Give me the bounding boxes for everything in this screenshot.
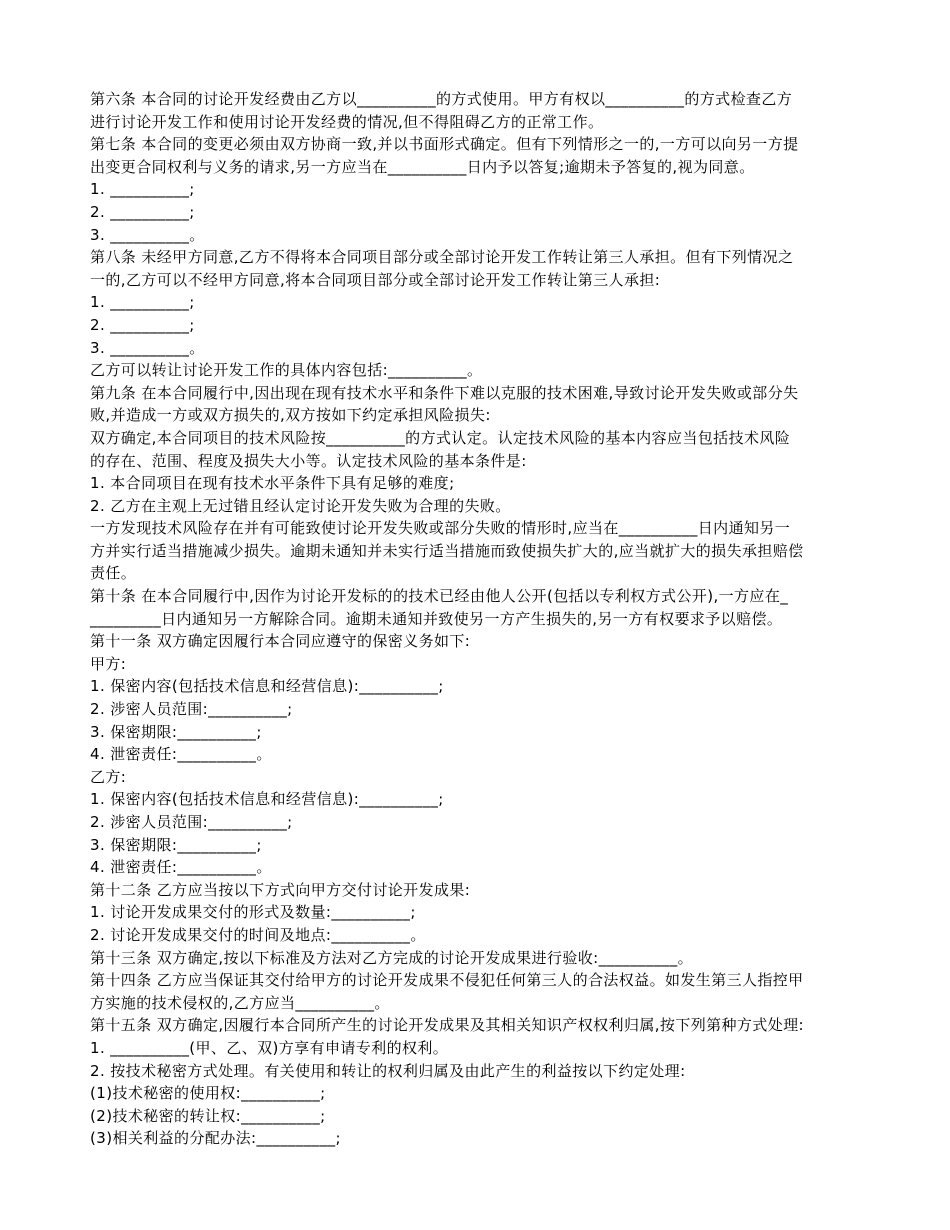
text-line: 第十三条 双方确定,按以下标准及方法对乙方完成的讨论开发成果进行验收:__________。 xyxy=(90,948,693,967)
text-line: 1. __________; xyxy=(90,293,195,312)
text-line: 3. 保密期限:__________; xyxy=(90,722,262,741)
text-line: 进行讨论开发工作和使用讨论开发经费的情况,但不得阻碍乙方的正常工作。 xyxy=(90,112,604,131)
text-line: 4. 泄密责任:__________。 xyxy=(90,745,272,764)
text-line: 2. 讨论开发成果交付的时间及地点:__________。 xyxy=(90,925,426,944)
text-line: 出变更合同权利与义务的请求,另一方应当在__________日内予以答复;逾期未予答复的,视为同意。 xyxy=(90,157,755,176)
text-line: (2)技术秘密的转让权:__________; xyxy=(90,1106,326,1125)
text-line: 一方发现技术风险存在并有可能致使讨论开发失败或部分失败的情形时,应当在__________日内通知另一 xyxy=(90,519,791,538)
text-line: 第十四条 乙方应当保证其交付给甲方的讨论开发成果不侵犯任何第三人的合法权益。如发生第三人指控甲 xyxy=(90,971,804,990)
text-line: 2. 乙方在主观上无过错且经认定讨论开发失败为合理的失败。 xyxy=(90,496,511,515)
text-line: 方实施的技术侵权的,乙方应当__________。 xyxy=(90,993,390,1012)
text-line: 2. 涉密人员范围:__________; xyxy=(90,813,293,831)
text-line: 2. 涉密人员范围:__________; xyxy=(90,700,293,719)
text-line: 1. 本合同项目在现有技术水平条件下具有足够的难度; xyxy=(90,474,455,493)
text-line: 第七条 本合同的变更必须由双方协商一致,并以书面形式确定。但有下列情形之一的,一方可以向另一方提 xyxy=(90,135,799,154)
text-line: 乙方: xyxy=(90,767,127,786)
text-line: 1. 讨论开发成果交付的形式及数量:__________; xyxy=(90,903,416,922)
text-line: 2. __________; xyxy=(90,202,195,221)
text-line: 3. __________。 xyxy=(90,225,205,244)
text-line: 一的,乙方可以不经甲方同意,将本合同项目部分或全部讨论开发工作转让第三人承担: xyxy=(90,270,661,289)
text-line: 3. __________。 xyxy=(90,338,205,357)
text-line: 败,并造成一方或双方损失的,双方按如下约定承担风险损失: xyxy=(90,406,491,425)
text-line: 第九条 在本合同履行中,因出现在现有技术水平和条件下难以克服的技术困难,导致讨论开发失败或部分失 xyxy=(90,383,799,402)
text-line: (3)相关利益的分配办法:__________; xyxy=(90,1129,341,1148)
text-line: 第八条 未经甲方同意,乙方不得将本合同项目部分或全部讨论开发工作转让第三人承担。但有下列情况之 xyxy=(90,248,794,267)
text-line: 乙方可以转让讨论开发工作的具体内容包括:__________。 xyxy=(90,361,483,380)
text-line: 第六条 本合同的讨论开发经费由乙方以__________的方式使用。甲方有权以__________的方式检查乙方 xyxy=(90,90,793,108)
text-line: _________日内通知另一方解除合同。逾期未通知并致使另一方产生损失的,另一方有权要求予以赔偿。 xyxy=(90,609,783,628)
text-line: 2. 按技术秘密方式处理。有关使用和转让的权利归属及由此产生的利益按以下约定处理: xyxy=(90,1061,686,1080)
text-line: 3. 保密期限:__________; xyxy=(90,835,262,854)
text-line: 甲方: xyxy=(90,654,127,673)
text-line: 第十一条 双方确定因履行本合同应遵守的保密义务如下: xyxy=(90,632,471,651)
text-line: 4. 泄密责任:__________。 xyxy=(90,858,272,877)
text-line: 的存在、范围、程度及损失大小等。认定技术风险的基本条件是: xyxy=(90,451,527,470)
text-line: 第十条 在本合同履行中,因作为讨论开发标的的技术已经由他人公开(包括以专利权方式公开),一方应在_ xyxy=(90,587,789,606)
text-line: 1. __________; xyxy=(90,180,195,199)
text-line: 责任。 xyxy=(90,564,137,583)
text-line: 1. __________(甲、乙、双)方享有申请专利的权利。 xyxy=(90,1038,449,1057)
text-line: (1)技术秘密的使用权:__________; xyxy=(90,1084,326,1103)
text-line: 第十五条 双方确定,因履行本合同所产生的讨论开发成果及其相关知识产权权利归属,按下列第种方式处理: xyxy=(90,1016,804,1035)
text-line: 双方确定,本合同项目的技术风险按__________的方式认定。认定技术风险的基本内容应当包括技术风险 xyxy=(90,428,791,447)
text-line: 1. 保密内容(包括技术信息和经营信息):__________; xyxy=(90,790,444,809)
text-line: 1. 保密内容(包括技术信息和经营信息):__________; xyxy=(90,677,444,696)
text-line: 第十二条 乙方应当按以下方式向甲方交付讨论开发成果: xyxy=(90,880,471,899)
text-line: 方并实行适当措施减少损失。逾期未通知并未实行适当措施而致使损失扩大的,应当就扩大的损失承担赔偿 xyxy=(90,541,804,560)
contract-page xyxy=(90,88,870,1150)
text-line: 2. __________; xyxy=(90,315,195,334)
